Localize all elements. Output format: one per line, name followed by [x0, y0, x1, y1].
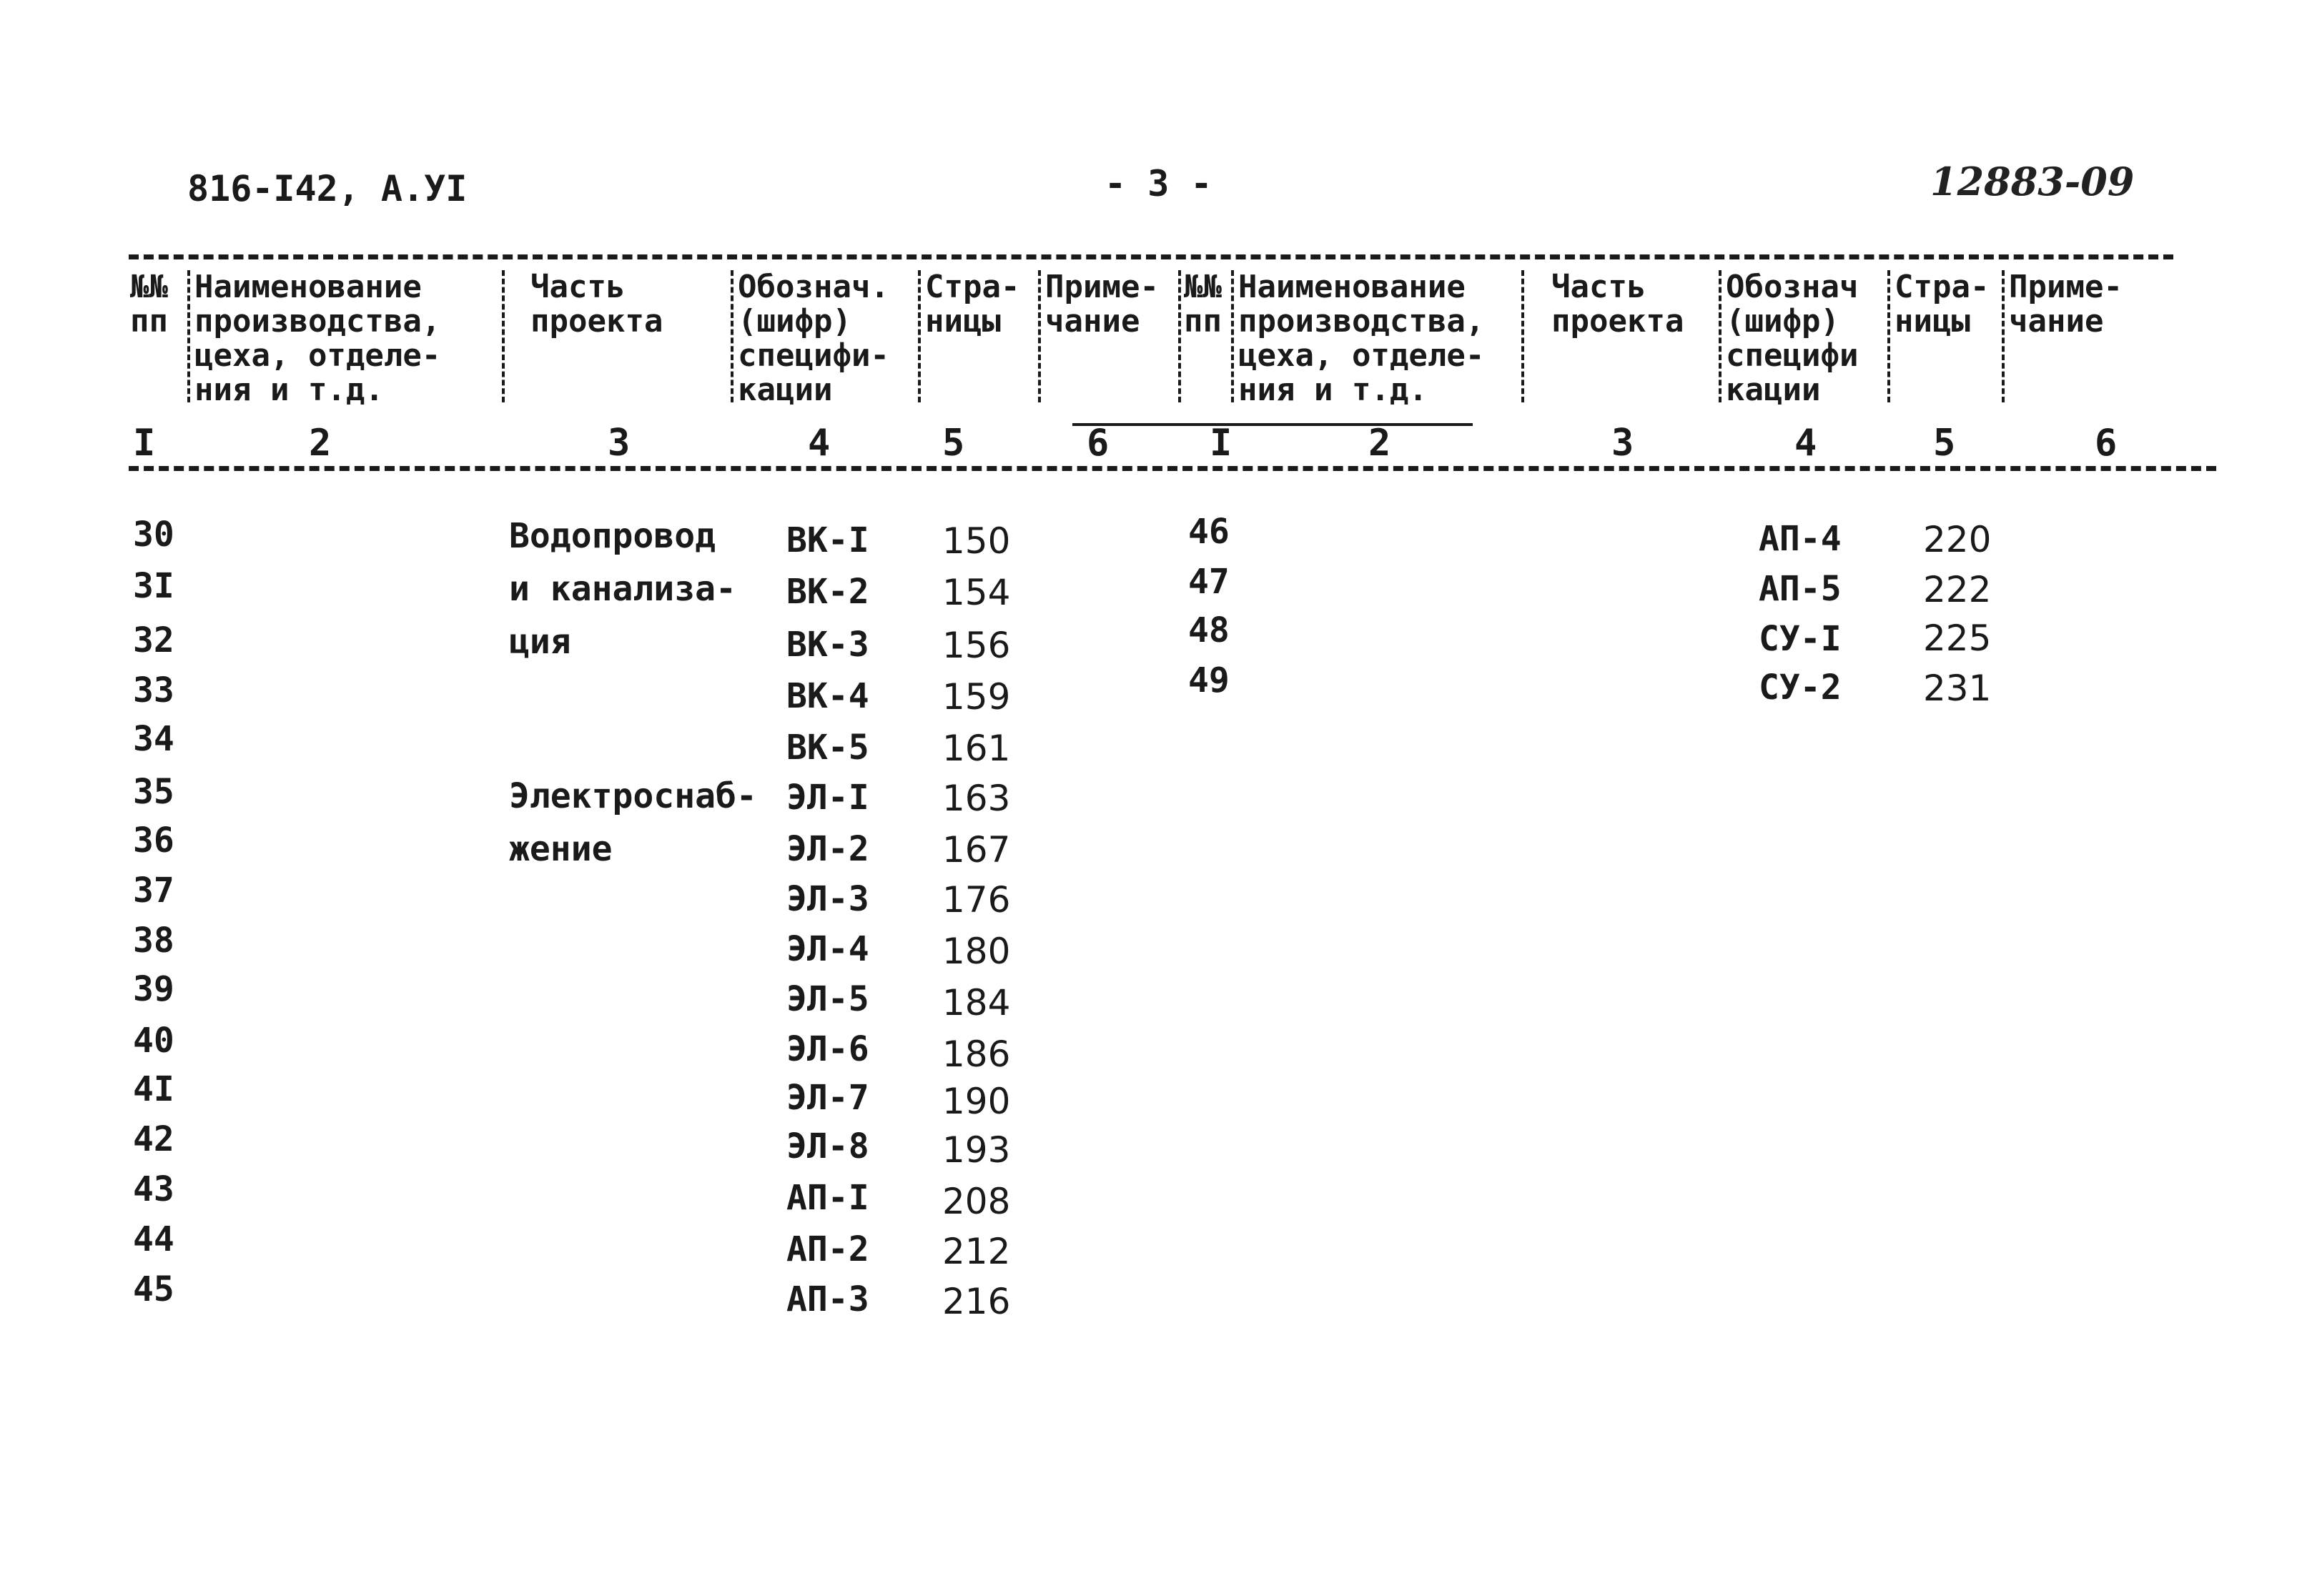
row-number: 32: [133, 620, 174, 660]
row-page: 150: [942, 520, 1011, 562]
part-label: и канализа-: [509, 569, 736, 609]
col-head-right-part: Часть проекта: [1551, 269, 1684, 339]
col-sep-left-5: [1038, 270, 1041, 402]
col-head-left-pages: Стра- ницы: [925, 269, 1020, 339]
header-underline: [1072, 423, 1473, 426]
col-number: I: [1210, 422, 1233, 465]
row-page: 212: [942, 1231, 1011, 1272]
row-code: ЭЛ-4: [786, 929, 869, 969]
row-page: 159: [942, 676, 1011, 718]
row-number: 36: [133, 821, 174, 861]
row-code: ВК-I: [786, 520, 869, 560]
row-page: 190: [942, 1081, 1011, 1122]
col-number: 4: [1794, 422, 1817, 465]
row-code: ВК-5: [786, 728, 869, 768]
row-page: 156: [942, 625, 1011, 666]
col-sep-left-1: [187, 270, 190, 402]
row-number: 40: [133, 1021, 174, 1061]
col-sep-left-4: [918, 270, 921, 402]
row-number: 37: [133, 871, 174, 911]
document-code: 816-I42, A.УI: [187, 168, 468, 209]
row-code: ЭЛ-I: [786, 778, 869, 818]
row-number: 4I: [133, 1069, 174, 1109]
page-number: - 3 -: [1105, 163, 1212, 204]
row-number: 33: [133, 670, 174, 710]
col-head-right-no: №№ пп: [1184, 269, 1222, 339]
col-number: 2: [1368, 422, 1391, 465]
row-number: 38: [133, 921, 174, 961]
col-head-left-no: №№ пп: [130, 269, 168, 339]
row-code: СУ-2: [1759, 668, 1842, 708]
row-page: 208: [942, 1181, 1011, 1222]
row-number: 30: [133, 515, 174, 555]
row-code: ЭЛ-7: [786, 1078, 869, 1118]
col-number: 3: [608, 422, 631, 465]
row-page: 193: [942, 1129, 1011, 1171]
row-code: АП-2: [786, 1229, 869, 1269]
row-code: ВК-2: [786, 572, 869, 612]
row-page: 163: [942, 778, 1011, 819]
col-head-right-note: Приме- чание: [2009, 269, 2123, 339]
row-page: 167: [942, 829, 1011, 871]
row-number: 49: [1188, 660, 1230, 700]
row-page: 231: [1923, 668, 1992, 709]
row-page: 154: [942, 572, 1011, 613]
row-code: ВК-4: [786, 676, 869, 716]
row-page: 180: [942, 931, 1011, 972]
col-sep-mid: [1178, 270, 1181, 402]
col-sep-right-1: [1231, 270, 1234, 402]
row-page: 186: [942, 1034, 1011, 1075]
col-number: 5: [1933, 422, 1956, 465]
row-number: 34: [133, 719, 174, 759]
col-head-right-pages: Стра- ницы: [1895, 269, 1990, 339]
col-sep-left-3: [731, 270, 733, 402]
row-page: 216: [942, 1281, 1011, 1322]
col-head-right-code: Обознач (шифр) специфи кации: [1726, 269, 1859, 408]
row-code: АП-5: [1759, 569, 1842, 609]
col-sep-right-4: [1887, 270, 1890, 402]
row-code: ЭЛ-6: [786, 1029, 869, 1069]
row-number: 43: [133, 1169, 174, 1209]
row-code: ЭЛ-2: [786, 829, 869, 869]
col-sep-right-5: [2002, 270, 2005, 402]
row-number: 44: [133, 1219, 174, 1259]
row-code: ЭЛ-3: [786, 879, 869, 919]
table-header-bottom-rule: [129, 466, 2216, 471]
row-code: ЭЛ-8: [786, 1126, 869, 1166]
row-number: 35: [133, 772, 174, 812]
col-head-left-name: Наименование производства, цеха, отделе- ния и т.д.: [194, 269, 441, 408]
row-page: 222: [1923, 569, 1992, 610]
row-number: 39: [133, 969, 174, 1009]
row-code: АП-4: [1759, 519, 1842, 559]
row-code: ВК-3: [786, 625, 869, 665]
row-number: 45: [133, 1269, 174, 1309]
col-sep-right-3: [1719, 270, 1721, 402]
col-head-left-part: Часть проекта: [530, 269, 663, 339]
row-number: 47: [1188, 562, 1230, 602]
col-number: 3: [1611, 422, 1634, 465]
row-code: СУ-I: [1759, 619, 1842, 659]
inventory-stamp: 12883-09: [1930, 159, 2135, 204]
col-head-left-note: Приме- чание: [1045, 269, 1159, 339]
row-page: 161: [942, 728, 1011, 769]
col-sep-right-2: [1521, 270, 1524, 402]
col-sep-left-2: [502, 270, 505, 402]
part-label: жение: [509, 829, 613, 869]
part-label: Водопровод: [509, 516, 716, 556]
row-number: 42: [133, 1119, 174, 1159]
col-head-right-name: Наименование производства, цеха, отделе- ния и т.д.: [1238, 269, 1485, 408]
row-number: 3I: [133, 566, 174, 606]
row-code: АП-3: [786, 1279, 869, 1319]
row-number: 48: [1188, 610, 1230, 650]
row-page: 225: [1923, 618, 1992, 659]
row-page: 220: [1923, 519, 1992, 560]
row-page: 184: [942, 982, 1011, 1023]
col-head-left-code: Обознач. (шифр) специфи- кации: [738, 269, 889, 408]
part-label: Электроснаб-: [509, 776, 757, 816]
col-number: 6: [1087, 422, 1110, 465]
row-number: 46: [1188, 512, 1230, 552]
row-page: 176: [942, 879, 1011, 921]
part-label: ция: [509, 622, 571, 662]
col-number: 5: [942, 422, 965, 465]
table-top-rule: [129, 254, 2173, 259]
col-number: I: [133, 422, 156, 465]
row-code: ЭЛ-5: [786, 979, 869, 1019]
row-code: АП-I: [786, 1178, 869, 1218]
col-number: 2: [309, 422, 332, 465]
col-number: 6: [2095, 422, 2118, 465]
col-number: 4: [808, 422, 831, 465]
